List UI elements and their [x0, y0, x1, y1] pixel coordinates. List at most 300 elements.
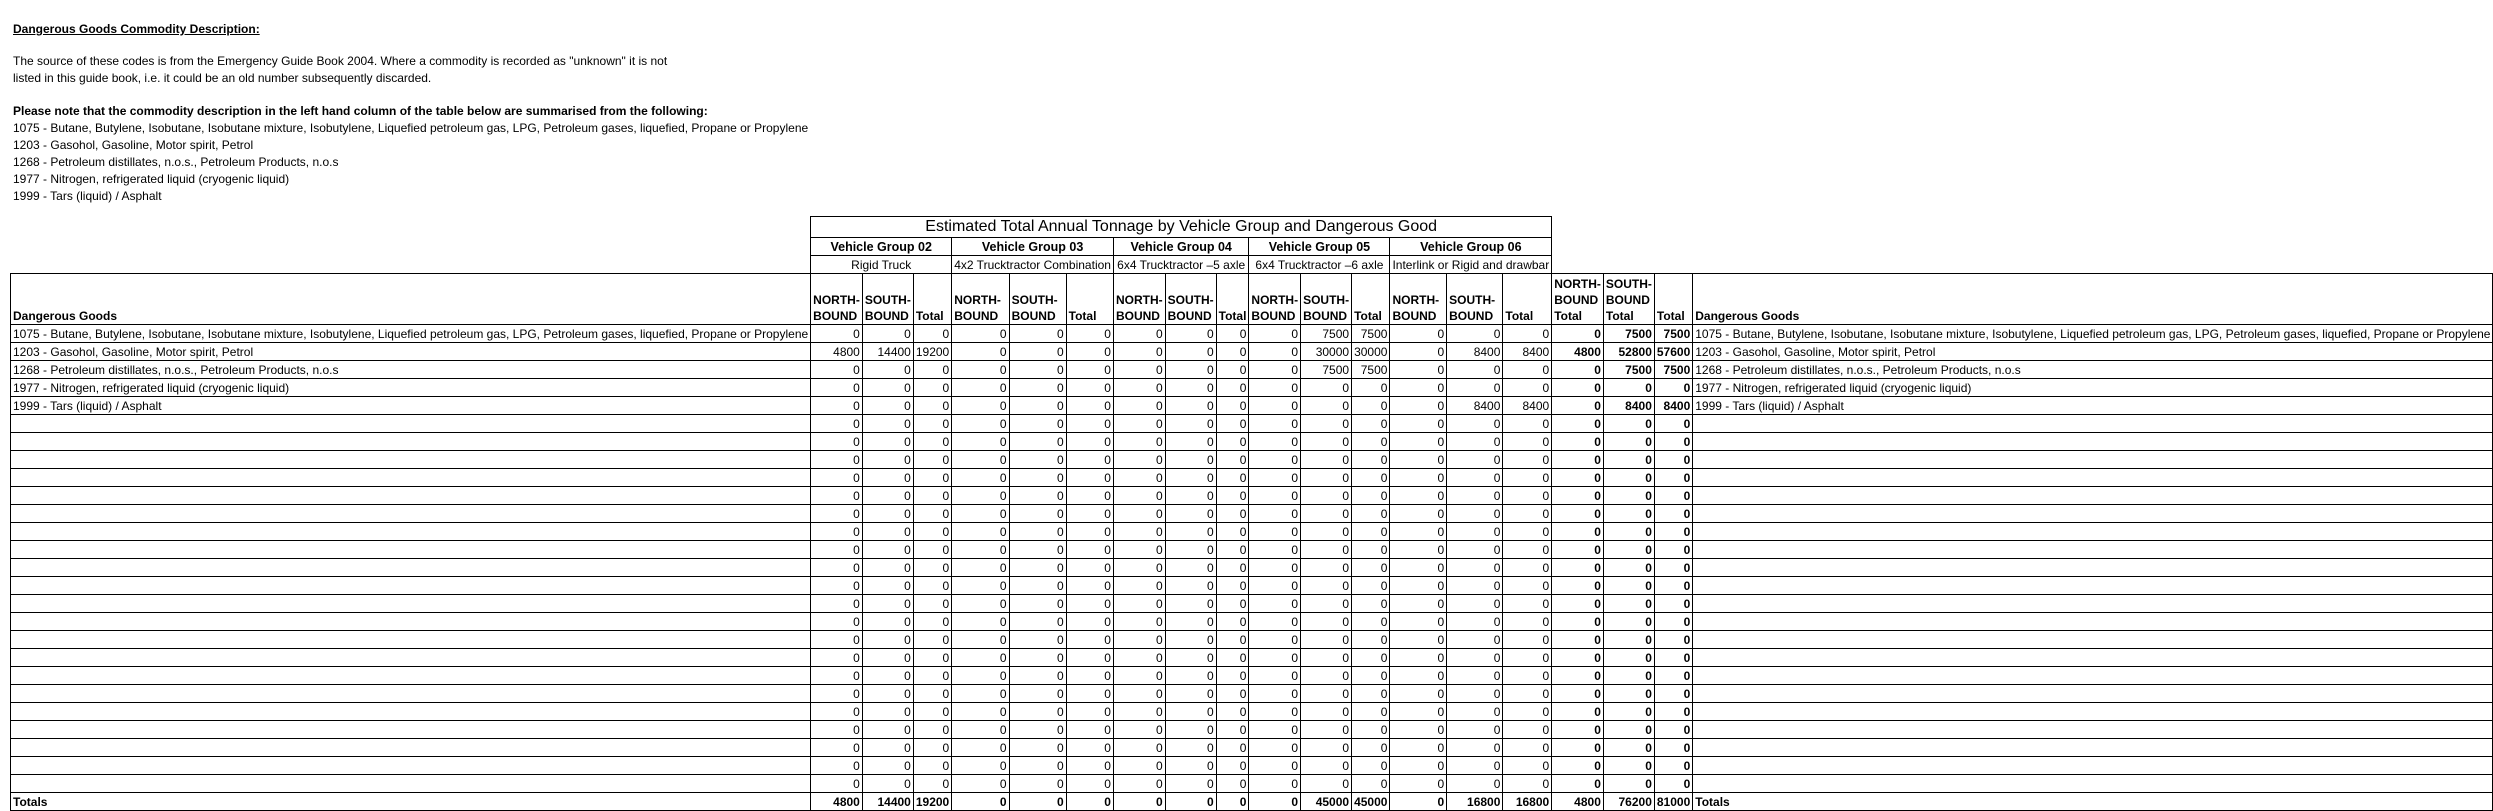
value-cell: 0: [1113, 523, 1165, 541]
row-label: 1075 - Butane, Butylene, Isobutane, Isobutane mixture, Isobutylene, Liquefied petroleum gas, LPG, Petroleum gases, liquefied, Propane or Propylene: [11, 325, 811, 343]
value-cell: 0: [1216, 595, 1249, 613]
value-cell: 0: [952, 343, 1009, 361]
value-cell: 8400: [1447, 397, 1503, 415]
value-cell: 16800: [1447, 793, 1503, 811]
row-label-right: [1693, 415, 2493, 433]
header-g02-south: SOUTH-BOUND: [862, 274, 913, 325]
value-cell: 0: [1301, 595, 1352, 613]
value-cell: 0: [1216, 523, 1249, 541]
value-cell: 0: [952, 469, 1009, 487]
total-cell: 0: [1654, 559, 1692, 577]
value-cell: 0: [1009, 685, 1066, 703]
value-cell: 0: [1352, 631, 1390, 649]
value-cell: 0: [1352, 685, 1390, 703]
value-cell: 0: [1390, 451, 1447, 469]
value-cell: 0: [1503, 523, 1552, 541]
value-cell: 0: [811, 379, 863, 397]
code-1999: 1999 - Tars (liquid) / Asphalt: [13, 189, 162, 203]
value-cell: 0: [1249, 415, 1301, 433]
value-cell: 0: [1503, 739, 1552, 757]
value-cell: 0: [862, 325, 913, 343]
value-cell: 0: [1447, 415, 1503, 433]
value-cell: 0: [952, 793, 1009, 811]
table-row: [11, 739, 2493, 757]
header-g04-south: SOUTH-BOUND: [1165, 274, 1216, 325]
value-cell: 0: [1447, 685, 1503, 703]
value-cell: 0: [1165, 757, 1216, 775]
header-south-total: SOUTH-BOUND Total: [1603, 274, 1654, 325]
value-cell: 0: [1503, 685, 1552, 703]
value-cell: 0: [1165, 469, 1216, 487]
value-cell: 0: [952, 631, 1009, 649]
total-cell: 0: [1654, 433, 1692, 451]
value-cell: 0: [1390, 613, 1447, 631]
value-cell: 0: [1390, 721, 1447, 739]
value-cell: 0: [952, 541, 1009, 559]
value-cell: 0: [811, 361, 863, 379]
value-cell: 0: [1113, 451, 1165, 469]
row-label-right: [1693, 505, 2493, 523]
total-cell: 0: [1552, 397, 1604, 415]
value-cell: 0: [1216, 721, 1249, 739]
total-cell: 0: [1654, 469, 1692, 487]
row-label: [11, 721, 811, 739]
value-cell: 0: [1390, 523, 1447, 541]
value-cell: 0: [1249, 343, 1301, 361]
value-cell: 0: [1066, 775, 1113, 793]
value-cell: 0: [1113, 667, 1165, 685]
total-cell: 0: [1654, 649, 1692, 667]
row-label-right: [1693, 559, 2493, 577]
value-cell: 0: [1009, 343, 1066, 361]
value-cell: 0: [1165, 577, 1216, 595]
value-cell: 0: [913, 739, 951, 757]
table-row: [11, 685, 2493, 703]
table-title: Estimated Total Annual Tonnage by Vehicle Group and Dangerous Good: [811, 217, 1552, 238]
total-cell: 0: [1552, 649, 1604, 667]
table-row: [11, 775, 2493, 793]
value-cell: 0: [913, 649, 951, 667]
total-cell: 0: [1603, 703, 1654, 721]
value-cell: 0: [1009, 757, 1066, 775]
value-cell: 0: [1066, 541, 1113, 559]
value-cell: 0: [1352, 451, 1390, 469]
total-cell: 0: [1603, 685, 1654, 703]
value-cell: 8400: [1503, 397, 1552, 415]
table-row: [11, 397, 2493, 415]
value-cell: 0: [1352, 757, 1390, 775]
header-g06-north: NORTH-BOUND: [1390, 274, 1447, 325]
value-cell: 0: [1301, 667, 1352, 685]
value-cell: 0: [1165, 487, 1216, 505]
value-cell: 0: [952, 613, 1009, 631]
row-label: [11, 613, 811, 631]
total-cell: 0: [1552, 325, 1604, 343]
value-cell: 0: [811, 559, 863, 577]
value-cell: 0: [1447, 649, 1503, 667]
table-row: [11, 721, 2493, 739]
value-cell: 0: [1503, 415, 1552, 433]
value-cell: 0: [862, 685, 913, 703]
total-cell: 0: [1654, 451, 1692, 469]
value-cell: 0: [1216, 613, 1249, 631]
value-cell: 0: [1066, 667, 1113, 685]
table-row: [11, 631, 2493, 649]
table-row: [11, 361, 2493, 379]
value-cell: 0: [913, 487, 951, 505]
value-cell: 0: [1447, 451, 1503, 469]
total-cell: 0: [1603, 721, 1654, 739]
total-cell: 0: [1552, 685, 1604, 703]
header-g06-total: Total: [1503, 274, 1552, 325]
value-cell: 0: [1216, 667, 1249, 685]
row-label-right: [1693, 775, 2493, 793]
total-cell: 52800: [1603, 343, 1654, 361]
value-cell: 0: [1390, 649, 1447, 667]
total-cell: 76200: [1603, 793, 1654, 811]
value-cell: 0: [1301, 739, 1352, 757]
value-cell: 0: [1249, 361, 1301, 379]
table-row: [11, 451, 2493, 469]
table-row: [11, 379, 2493, 397]
value-cell: 0: [862, 703, 913, 721]
row-label-right: [1693, 667, 2493, 685]
value-cell: 0: [1503, 595, 1552, 613]
value-cell: 0: [1301, 703, 1352, 721]
header-g03-south: SOUTH-BOUND: [1009, 274, 1066, 325]
total-cell: 4800: [1552, 343, 1604, 361]
value-cell: 0: [811, 595, 863, 613]
value-cell: 19200: [913, 343, 951, 361]
value-cell: 30000: [1301, 343, 1352, 361]
value-cell: 14400: [862, 793, 913, 811]
value-cell: 0: [1066, 343, 1113, 361]
value-cell: 0: [1301, 775, 1352, 793]
value-cell: 0: [952, 487, 1009, 505]
total-cell: 0: [1603, 559, 1654, 577]
value-cell: 0: [1447, 757, 1503, 775]
value-cell: 0: [1390, 757, 1447, 775]
row-label: [11, 487, 811, 505]
total-cell: 4800: [1552, 793, 1604, 811]
value-cell: 0: [1113, 775, 1165, 793]
value-cell: 0: [1503, 487, 1552, 505]
value-cell: 0: [1066, 685, 1113, 703]
row-label-right: [1693, 685, 2493, 703]
value-cell: 0: [1249, 505, 1301, 523]
total-cell: 0: [1552, 487, 1604, 505]
row-label: [11, 685, 811, 703]
value-cell: 0: [952, 703, 1009, 721]
group-03-desc: 4x2 Trucktractor Combination: [952, 256, 1114, 274]
total-cell: 0: [1654, 541, 1692, 559]
total-cell: 0: [1552, 559, 1604, 577]
value-cell: 0: [1113, 343, 1165, 361]
total-cell: 0: [1552, 775, 1604, 793]
value-cell: 0: [1066, 613, 1113, 631]
row-label-right: [1693, 631, 2493, 649]
value-cell: 0: [1503, 433, 1552, 451]
row-label-right: [1693, 649, 2493, 667]
value-cell: 0: [1165, 775, 1216, 793]
total-cell: 0: [1654, 415, 1692, 433]
row-label-right: [1693, 433, 2493, 451]
value-cell: 0: [1249, 379, 1301, 397]
value-cell: 0: [1165, 379, 1216, 397]
value-cell: 0: [1009, 721, 1066, 739]
value-cell: 0: [1113, 703, 1165, 721]
value-cell: 0: [1066, 469, 1113, 487]
total-cell: 0: [1603, 451, 1654, 469]
group-04-desc: 6x4 Trucktractor –5 axle: [1113, 256, 1248, 274]
value-cell: 8400: [1447, 343, 1503, 361]
row-label: [11, 577, 811, 595]
value-cell: 0: [1390, 775, 1447, 793]
value-cell: 0: [1352, 775, 1390, 793]
group-05-desc: 6x4 Trucktractor –6 axle: [1249, 256, 1390, 274]
row-label: [11, 649, 811, 667]
value-cell: 0: [1113, 559, 1165, 577]
value-cell: 0: [862, 487, 913, 505]
value-cell: 0: [1301, 433, 1352, 451]
total-cell: 0: [1552, 613, 1604, 631]
total-cell: 0: [1654, 667, 1692, 685]
value-cell: 0: [1249, 523, 1301, 541]
value-cell: 0: [913, 613, 951, 631]
value-cell: 0: [862, 613, 913, 631]
value-cell: 0: [1503, 613, 1552, 631]
table-row: [11, 523, 2493, 541]
value-cell: 0: [862, 739, 913, 757]
value-cell: 0: [1113, 541, 1165, 559]
value-cell: 0: [1390, 577, 1447, 595]
value-cell: 0: [1352, 433, 1390, 451]
table-row: [11, 613, 2493, 631]
value-cell: 0: [913, 469, 951, 487]
header-dangerous-goods-right: Dangerous Goods: [1693, 274, 2493, 325]
value-cell: 0: [1447, 631, 1503, 649]
total-cell: 7500: [1654, 361, 1692, 379]
value-cell: 0: [811, 541, 863, 559]
value-cell: 0: [1249, 559, 1301, 577]
total-cell: 0: [1552, 577, 1604, 595]
value-cell: 0: [1066, 433, 1113, 451]
value-cell: 0: [862, 559, 913, 577]
value-cell: 0: [1066, 523, 1113, 541]
header-g02-total: Total: [913, 274, 951, 325]
total-cell: 0: [1654, 739, 1692, 757]
value-cell: 0: [1447, 505, 1503, 523]
value-cell: 0: [862, 595, 913, 613]
row-label-right: [1693, 703, 2493, 721]
value-cell: 0: [811, 685, 863, 703]
value-cell: 0: [1009, 559, 1066, 577]
value-cell: 0: [862, 667, 913, 685]
value-cell: 14400: [862, 343, 913, 361]
value-cell: 0: [1216, 505, 1249, 523]
value-cell: 0: [1352, 559, 1390, 577]
total-cell: 0: [1654, 613, 1692, 631]
group-05-name: Vehicle Group 05: [1249, 238, 1390, 256]
value-cell: 0: [1503, 505, 1552, 523]
value-cell: 0: [1066, 487, 1113, 505]
value-cell: 0: [811, 649, 863, 667]
value-cell: 0: [1503, 541, 1552, 559]
row-label: [11, 595, 811, 613]
total-cell: 0: [1603, 631, 1654, 649]
value-cell: 0: [1216, 559, 1249, 577]
total-cell: 0: [1654, 703, 1692, 721]
value-cell: 0: [913, 379, 951, 397]
value-cell: 0: [1249, 487, 1301, 505]
value-cell: 7500: [1352, 361, 1390, 379]
value-cell: 0: [1503, 379, 1552, 397]
value-cell: 0: [1249, 595, 1301, 613]
value-cell: 0: [1301, 559, 1352, 577]
value-cell: 0: [1113, 397, 1165, 415]
total-cell: 0: [1552, 361, 1604, 379]
row-label: 1977 - Nitrogen, refrigerated liquid (cryogenic liquid): [11, 379, 811, 397]
total-cell: 0: [1603, 433, 1654, 451]
value-cell: 0: [1113, 361, 1165, 379]
table-row: [11, 505, 2493, 523]
value-cell: 0: [1009, 631, 1066, 649]
total-cell: 0: [1603, 379, 1654, 397]
value-cell: 0: [952, 433, 1009, 451]
value-cell: 0: [952, 559, 1009, 577]
value-cell: 30000: [1352, 343, 1390, 361]
total-cell: 0: [1603, 595, 1654, 613]
total-cell: 0: [1552, 721, 1604, 739]
value-cell: 0: [1009, 487, 1066, 505]
value-cell: 0: [1503, 631, 1552, 649]
value-cell: 0: [1216, 739, 1249, 757]
row-label: [11, 505, 811, 523]
value-cell: 0: [1352, 397, 1390, 415]
value-cell: 0: [862, 523, 913, 541]
value-cell: 0: [1390, 703, 1447, 721]
value-cell: 0: [1009, 523, 1066, 541]
value-cell: 0: [1216, 451, 1249, 469]
value-cell: 0: [952, 739, 1009, 757]
value-cell: 0: [811, 397, 863, 415]
value-cell: 0: [1249, 739, 1301, 757]
value-cell: 0: [1113, 505, 1165, 523]
value-cell: 0: [1249, 613, 1301, 631]
value-cell: 0: [1352, 379, 1390, 397]
value-cell: 0: [862, 631, 913, 649]
row-label: 1268 - Petroleum distillates, n.o.s., Petroleum Products, n.o.s: [11, 361, 811, 379]
value-cell: 0: [1216, 793, 1249, 811]
value-cell: 0: [1009, 793, 1066, 811]
value-cell: 0: [811, 613, 863, 631]
value-cell: 0: [1390, 433, 1447, 451]
value-cell: 0: [952, 325, 1009, 343]
value-cell: 0: [1009, 541, 1066, 559]
value-cell: 0: [1447, 541, 1503, 559]
value-cell: 0: [1390, 541, 1447, 559]
row-label: [11, 559, 811, 577]
value-cell: 0: [913, 577, 951, 595]
summary-note: Please note that the commodity description in the left hand column of the table below are summarised from the following:: [13, 104, 708, 118]
row-label: [11, 739, 811, 757]
value-cell: 0: [1165, 793, 1216, 811]
value-cell: 0: [913, 721, 951, 739]
value-cell: 0: [1301, 577, 1352, 595]
value-cell: 0: [1113, 595, 1165, 613]
value-cell: 0: [1165, 649, 1216, 667]
value-cell: 0: [862, 649, 913, 667]
row-label: [11, 757, 811, 775]
table-row: [11, 325, 2493, 343]
total-cell: 0: [1654, 631, 1692, 649]
value-cell: 0: [1249, 541, 1301, 559]
value-cell: 0: [1216, 541, 1249, 559]
value-cell: 0: [1390, 361, 1447, 379]
table-row: [11, 667, 2493, 685]
value-cell: 0: [1503, 667, 1552, 685]
value-cell: 0: [1301, 685, 1352, 703]
value-cell: 0: [1390, 631, 1447, 649]
value-cell: 0: [1113, 469, 1165, 487]
value-cell: 7500: [1301, 325, 1352, 343]
value-cell: 0: [1009, 397, 1066, 415]
table-row: [11, 487, 2493, 505]
value-cell: 0: [862, 397, 913, 415]
row-label: [11, 415, 811, 433]
value-cell: 0: [1066, 649, 1113, 667]
value-cell: 0: [1113, 613, 1165, 631]
value-cell: 0: [862, 721, 913, 739]
value-cell: 0: [913, 523, 951, 541]
value-cell: 0: [1066, 379, 1113, 397]
value-cell: 0: [1352, 613, 1390, 631]
value-cell: 0: [1503, 775, 1552, 793]
table-row: [11, 469, 2493, 487]
value-cell: 0: [1009, 595, 1066, 613]
value-cell: 0: [1447, 559, 1503, 577]
table-row: [11, 577, 2493, 595]
value-cell: 0: [811, 775, 863, 793]
value-cell: 0: [952, 667, 1009, 685]
total-cell: 0: [1654, 487, 1692, 505]
value-cell: 0: [1066, 325, 1113, 343]
value-cell: 0: [1216, 577, 1249, 595]
value-cell: 0: [1447, 469, 1503, 487]
total-cell: 0: [1552, 595, 1604, 613]
total-cell: 0: [1603, 775, 1654, 793]
value-cell: 16800: [1503, 793, 1552, 811]
value-cell: 0: [1249, 433, 1301, 451]
value-cell: 0: [1390, 595, 1447, 613]
value-cell: 0: [1009, 379, 1066, 397]
value-cell: 0: [913, 775, 951, 793]
value-cell: 7500: [1301, 361, 1352, 379]
value-cell: 0: [862, 361, 913, 379]
header-g04-north: NORTH-BOUND: [1113, 274, 1165, 325]
value-cell: 0: [1165, 415, 1216, 433]
value-cell: 0: [1390, 379, 1447, 397]
value-cell: 0: [1249, 667, 1301, 685]
table-row: [11, 703, 2493, 721]
value-cell: 0: [811, 433, 863, 451]
value-cell: 0: [1352, 541, 1390, 559]
source-line-2: listed in this guide book, i.e. it could be an old number subsequently discarded.: [13, 71, 432, 85]
value-cell: 0: [913, 667, 951, 685]
row-label: [11, 523, 811, 541]
value-cell: 0: [1447, 487, 1503, 505]
row-label-right: 1268 - Petroleum distillates, n.o.s., Petroleum Products, n.o.s: [1693, 361, 2493, 379]
